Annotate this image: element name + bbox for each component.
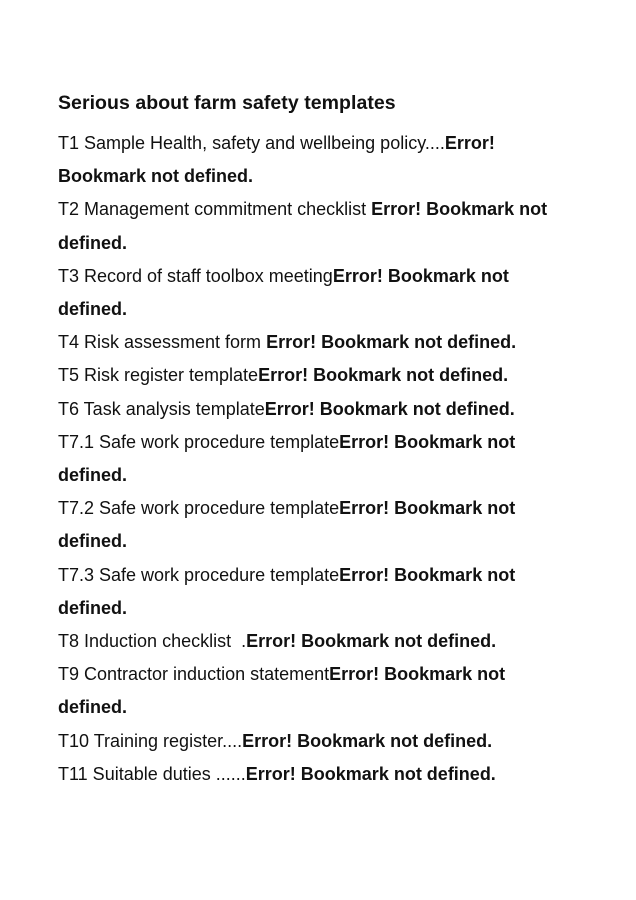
- toc-entry-label: T2 Management commitment checklist: [58, 199, 367, 220]
- toc-page-ref-error: Error! Bookmark not defined.: [264, 398, 515, 419]
- toc-page-ref-error: Error! Bookmark not defined.: [242, 730, 493, 751]
- toc-entry-t2[interactable]: [58, 193, 558, 259]
- toc-leader-dots: ......: [210, 763, 246, 784]
- toc-page-ref-error: Error! Bookmark not defined.: [58, 564, 516, 618]
- toc-entry-t10[interactable]: [58, 725, 558, 758]
- toc-entry-t9[interactable]: [58, 658, 558, 724]
- document-title: Serious about farm safety templates: [58, 92, 396, 114]
- toc-page-ref-error: Error! Bookmark not defined.: [58, 133, 495, 187]
- toc-leader-dots: .: [231, 631, 247, 652]
- toc-entry-label: T7.1 Safe work procedure template: [58, 431, 340, 452]
- toc-page-ref-error: Error! Bookmark not defined.: [266, 332, 517, 353]
- toc-page-ref-error: Error! Bookmark not defined.: [258, 365, 509, 386]
- toc-entry-label: T7.3 Safe work procedure template: [58, 564, 340, 585]
- toc-entry-t8[interactable]: [58, 625, 558, 658]
- toc-entry-label: T4 Risk assessment form: [58, 332, 262, 353]
- toc-entry-label: T6 Task analysis template: [58, 398, 265, 419]
- toc-page-ref-error: Error! Bookmark not defined.: [58, 199, 548, 253]
- toc-page-ref-error: Error! Bookmark not defined.: [58, 431, 516, 486]
- toc-entry-t7-1[interactable]: [58, 426, 558, 492]
- toc-entry-label: T11 Suitable duties: [58, 763, 211, 784]
- toc-entry-t7-2[interactable]: [58, 492, 558, 558]
- toc-page-ref-error: Error! Bookmark not defined.: [246, 631, 497, 652]
- toc-entry-t3[interactable]: [58, 260, 558, 326]
- toc-entry-label: T9 Contractor induction statement: [58, 664, 330, 685]
- toc-page-ref-error: Error! Bookmark not defined.: [58, 664, 506, 718]
- toc-page-ref-error: Error! Bookmark not defined.: [58, 265, 509, 320]
- toc-page-ref-error: Error! Bookmark not defined.: [245, 763, 496, 784]
- toc-page-ref-error: Error! Bookmark not defined.: [58, 498, 516, 552]
- toc-entry-t6[interactable]: [58, 393, 558, 426]
- toc-entry-label: T3 Record of staff toolbox meeting: [58, 265, 333, 286]
- toc-entry-t5[interactable]: [58, 359, 558, 392]
- toc-entry-t4[interactable]: [58, 326, 558, 359]
- toc-leader-dots: ....: [424, 133, 445, 153]
- toc-leader-dots: ....: [222, 730, 243, 751]
- toc-entry-label: T5 Risk register template: [58, 365, 259, 386]
- toc-entry-label: T10 Training register: [58, 730, 223, 751]
- document-page: [58, 88, 558, 791]
- toc-entry-label: T7.2 Safe work procedure template: [58, 498, 340, 519]
- toc-entry-t11[interactable]: [58, 758, 558, 791]
- toc-entry-label: T1 Sample Health, safety and wellbeing policy: [58, 133, 425, 153]
- table-of-contents: [58, 127, 558, 791]
- toc-entry-t7-3[interactable]: [58, 559, 558, 625]
- toc-entry-t1[interactable]: [58, 127, 558, 193]
- toc-entry-label: T8 Induction checklist: [58, 631, 232, 652]
